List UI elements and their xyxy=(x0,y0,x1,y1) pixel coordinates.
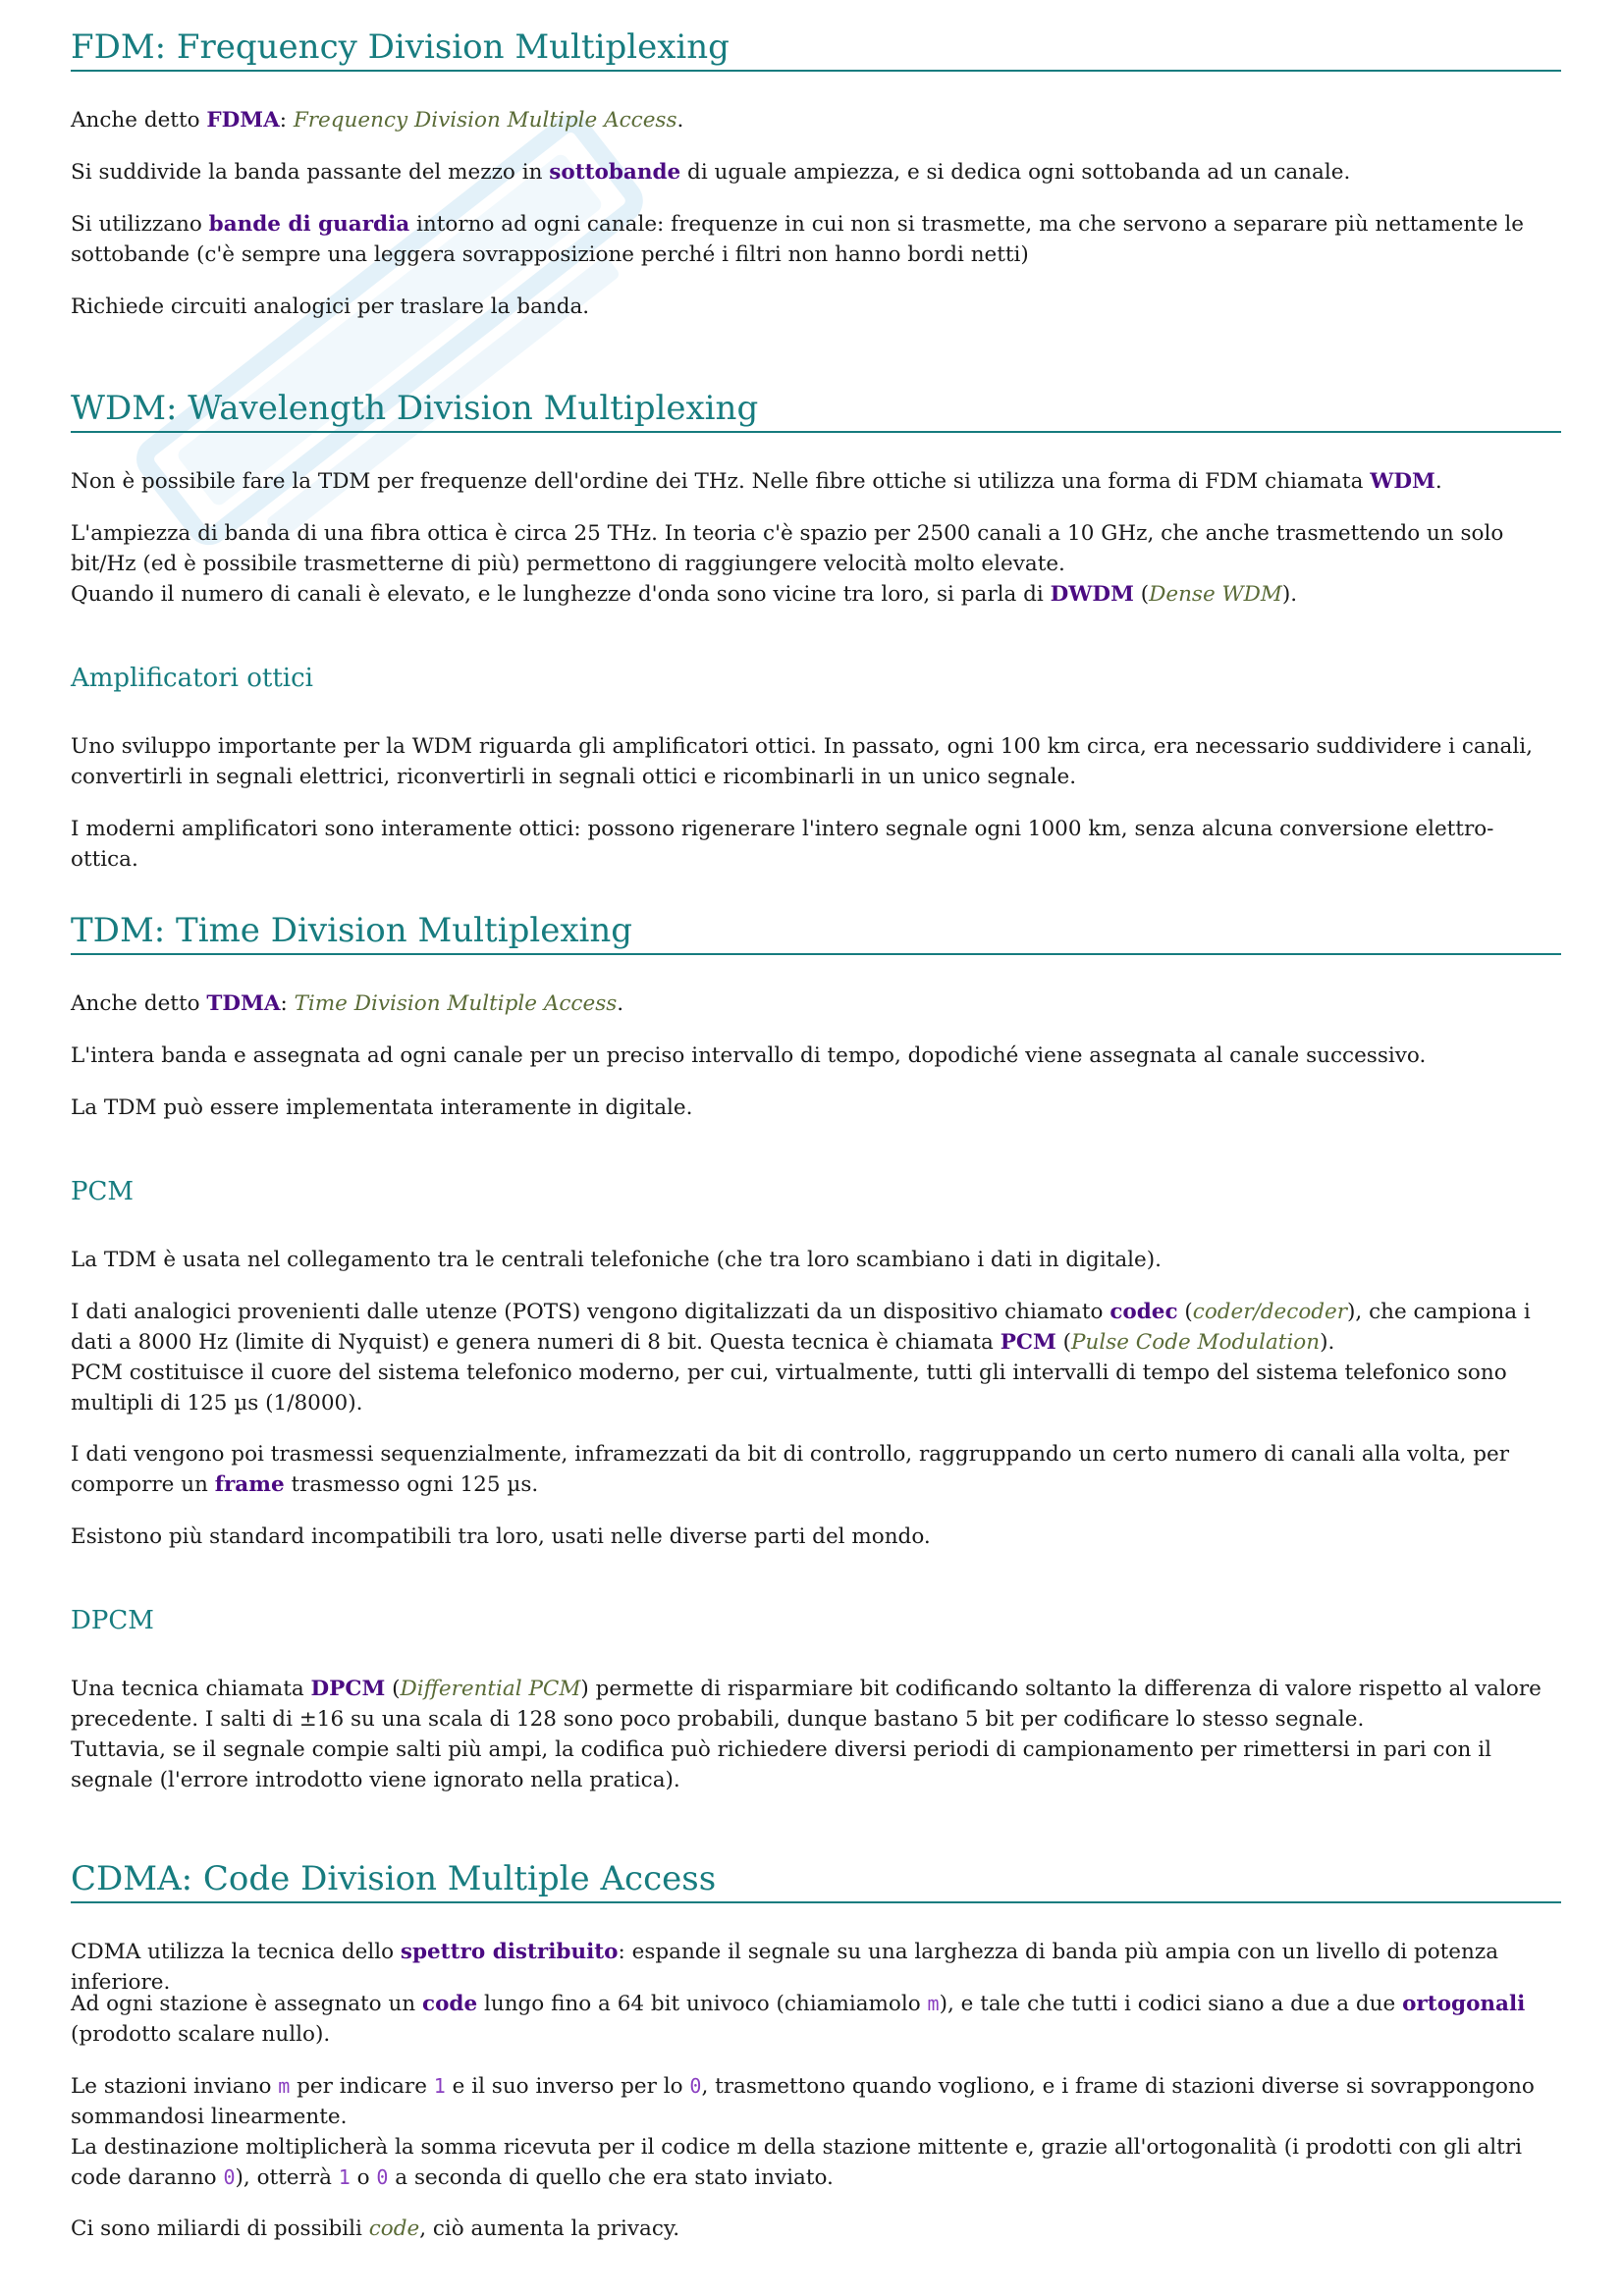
text: L'intera banda e assegnata ad ogni canale per un preciso intervallo di tempo, dopodiché viene assegnata al canale successivo. xyxy=(71,1043,1427,1068)
paragraph xyxy=(71,2071,1561,2193)
paragraph xyxy=(71,1041,1561,1071)
section-wdm xyxy=(71,389,1561,433)
subsection-title: PCM xyxy=(71,1177,135,1206)
inline-code: m xyxy=(278,2074,291,2098)
text: : xyxy=(280,991,295,1016)
paragraph xyxy=(71,1245,1561,1275)
paragraph xyxy=(71,988,1561,1019)
text: Si suddivide la banda passante del mezzo in xyxy=(71,160,550,185)
keyword: WDM xyxy=(1370,469,1435,494)
italic-term: Differential PCM xyxy=(400,1677,581,1701)
keyword: DPCM xyxy=(310,1677,386,1701)
paragraph xyxy=(71,1989,1561,2050)
text: Tuttavia, se il segnale compie salti più ampi, la codifica può richiedere diversi periodi di campionamento per rimettersi in pari con il segnale (l'errore introdotto viene ignorato nella pratica). xyxy=(71,1737,1491,1792)
text: a seconda di quello che era stato inviato. xyxy=(388,2165,834,2190)
inline-code: 1 xyxy=(433,2074,446,2098)
text: e il suo inverso per lo xyxy=(445,2074,690,2099)
paragraph xyxy=(71,518,1561,610)
paragraph xyxy=(71,814,1561,875)
inline-code: 1 xyxy=(338,2165,351,2189)
text: Anche detto xyxy=(71,108,207,133)
text: Si utilizzano xyxy=(71,212,209,237)
subsection-pcm xyxy=(71,1177,1561,1207)
text: . xyxy=(617,991,624,1016)
text: CDMA utilizza la tecnica dello xyxy=(71,1940,401,1964)
paragraph xyxy=(71,292,1561,322)
text: Uno sviluppo importante per la WDM riguarda gli amplificatori ottici. In passato, ogni 100 km circa, era necessario suddividere i canali, convertirli in segnali elettrici, riconvertirli in segnali ottici e ricombinarli in un unico segnale. xyxy=(71,734,1533,789)
inline-code: 0 xyxy=(689,2074,702,2098)
paragraph xyxy=(71,209,1561,270)
text: ), e tale che tutti i codici siano a due a due xyxy=(939,1992,1403,2016)
text: I moderni amplificatori sono interamente ottici: possono rigenerare l'intero segnale ogni 1000 km, senza alcuna conversione elettro-ottica. xyxy=(71,817,1494,872)
subsection-title: DPCM xyxy=(71,1606,154,1635)
paragraph xyxy=(71,466,1561,497)
inline-code: 0 xyxy=(223,2165,236,2189)
paragraph xyxy=(71,157,1561,187)
text: : espande il segnale su una larghezza di banda più ampia con un livello di potenza inferiore. xyxy=(71,1940,1499,1995)
italic-term: code xyxy=(368,2216,420,2241)
text: La destinazione moltiplicherà la somma ricevuta per il codice m della stazione mittente e, grazie all'ortogonalità (i prodotti con gli altri code daranno xyxy=(71,2135,1522,2190)
italic-term: coder/decoder xyxy=(1192,1300,1348,1324)
paragraph xyxy=(71,1297,1561,1418)
text: La TDM può essere implementata interamente in digitale. xyxy=(71,1095,693,1120)
paragraph xyxy=(71,2214,1561,2244)
text: Non è possibile fare la TDM per frequenze dell'ordine dei THz. Nelle fibre ottiche si utilizza una forma di FDM chiamata xyxy=(71,469,1371,494)
text: ( xyxy=(1055,1330,1072,1355)
text: I dati analogici provenienti dalle utenze (POTS) vengono digitalizzati da un dispositivo chiamato xyxy=(71,1300,1110,1324)
text: per indicare xyxy=(290,2074,434,2099)
text: Richiede circuiti analogici per traslare la banda. xyxy=(71,294,590,319)
italic-term: Time Division Multiple Access xyxy=(294,991,618,1016)
keyword: FDMA xyxy=(206,108,280,133)
watermark-logo xyxy=(39,79,746,589)
text: Ad ogni stazione è assegnato un xyxy=(71,1992,422,2016)
text: , ciò aumenta la privacy. xyxy=(419,2216,680,2241)
paragraph xyxy=(71,1522,1561,1552)
subsection-dpcm xyxy=(71,1606,1561,1636)
text: ( xyxy=(1133,582,1150,607)
paragraph xyxy=(71,1674,1561,1795)
inline-code: m xyxy=(927,1992,940,2015)
text: , trasmettono quando vogliono, e i frame di stazioni diverse si sovrappongono sommandosi linearmente. xyxy=(71,2074,1535,2129)
text: ). xyxy=(1281,582,1298,607)
keyword: ortogonali xyxy=(1402,1992,1526,2016)
keyword: bande di guardia xyxy=(208,212,410,237)
section-fdm xyxy=(71,27,1561,72)
subsection-title: Amplificatori ottici xyxy=(71,664,313,693)
section-title-cdma: CDMA: Code Division Multiple Access xyxy=(71,1859,1561,1903)
keyword: DWDM xyxy=(1050,582,1134,607)
italic-term: Frequency Division Multiple Access xyxy=(293,108,677,133)
keyword: frame xyxy=(214,1472,285,1497)
keyword: TDMA xyxy=(206,991,281,1016)
text: La TDM è usata nel collegamento tra le centrali telefoniche (che tra loro scambiano i dati in digitale). xyxy=(71,1248,1162,1272)
text: ( xyxy=(1177,1300,1193,1324)
section-title-tdm: TDM: Time Division Multiplexing xyxy=(71,911,1561,955)
paragraph xyxy=(71,1439,1561,1500)
text: ), che campiona i dati a 8000 Hz (limite di Nyquist) e genera numeri di 8 bit. Questa tecnica è chiamata xyxy=(71,1300,1531,1355)
section-title-fdm: FDM: Frequency Division Multiplexing xyxy=(71,27,1561,72)
subsection-amplificatori xyxy=(71,664,1561,694)
section-tdm xyxy=(71,911,1561,955)
inline-code: 0 xyxy=(376,2165,389,2189)
text: ). xyxy=(1320,1330,1335,1355)
italic-term: Pulse Code Modulation xyxy=(1071,1330,1321,1355)
text: Una tecnica chiamata xyxy=(71,1677,311,1701)
text: Esistono più standard incompatibili tra loro, usati nelle diverse parti del mondo. xyxy=(71,1524,931,1549)
text: o xyxy=(350,2165,377,2190)
text: lungo fino a 64 bit univoco (chiamiamolo xyxy=(477,1992,928,2016)
keyword: PCM xyxy=(1000,1330,1056,1355)
text: Ci sono miliardi di possibili xyxy=(71,2216,369,2241)
keyword: sottobande xyxy=(549,160,681,185)
text: . xyxy=(676,108,684,133)
keyword: codec xyxy=(1109,1300,1178,1324)
text: (prodotto scalare nullo). xyxy=(71,2022,331,2047)
paragraph xyxy=(71,731,1561,792)
text: Anche detto xyxy=(71,991,207,1016)
text: : xyxy=(279,108,294,133)
text: trasmesso ogni 125 µs. xyxy=(284,1472,539,1497)
text: . xyxy=(1434,469,1442,494)
text: I dati vengono poi trasmessi sequenzialmente, inframezzati da bit di controllo, raggruppando un certo numero di canali alla volta, per comporre un xyxy=(71,1442,1509,1497)
keyword: code xyxy=(421,1992,478,2016)
text: L'ampiezza di banda di una fibra ottica è circa 25 THz. In teoria c'è spazio per 2500 canali a 10 GHz, che anche trasmettendo un solo bit/Hz (ed è possibile trasmetterne di più) permettono di raggiungere velocità molto elevate. xyxy=(71,521,1504,576)
text: di uguale ampiezza, e si dedica ogni sottobanda ad un canale. xyxy=(680,160,1351,185)
text: PCM costituisce il cuore del sistema telefonico moderno, per cui, virtualmente, tutti gli intervalli di tempo del sistema telefonico sono multipli di 125 µs (1/8000). xyxy=(71,1361,1507,1415)
section-cdma xyxy=(71,1859,1561,1903)
italic-term: Dense WDM xyxy=(1149,582,1282,607)
paragraph xyxy=(71,105,1561,135)
text: ( xyxy=(385,1677,401,1701)
text: Le stazioni inviano xyxy=(71,2074,279,2099)
keyword: spettro distribuito xyxy=(400,1940,619,1964)
paragraph xyxy=(71,1093,1561,1123)
text: ), otterrà xyxy=(235,2165,339,2190)
text: Quando il numero di canali è elevato, e le lunghezze d'onda sono vicine tra loro, si parla di xyxy=(71,582,1051,607)
section-title-wdm: WDM: Wavelength Division Multiplexing xyxy=(71,389,1561,433)
text: intorno ad ogni canale: frequenze in cui non si trasmette, ma che servono a separare più nettamente le sottobande (c'è sempre una leggera sovrapposizione perché i filtri non hanno bordi netti) xyxy=(71,212,1524,267)
text: ) permette di risparmiare bit codificando soltanto la differenza di valore rispetto al valore precedente. I salti di ±16 su una scala di 128 sono poco probabili, dunque bastano 5 bit per codificare lo stesso segnale. xyxy=(71,1677,1542,1732)
